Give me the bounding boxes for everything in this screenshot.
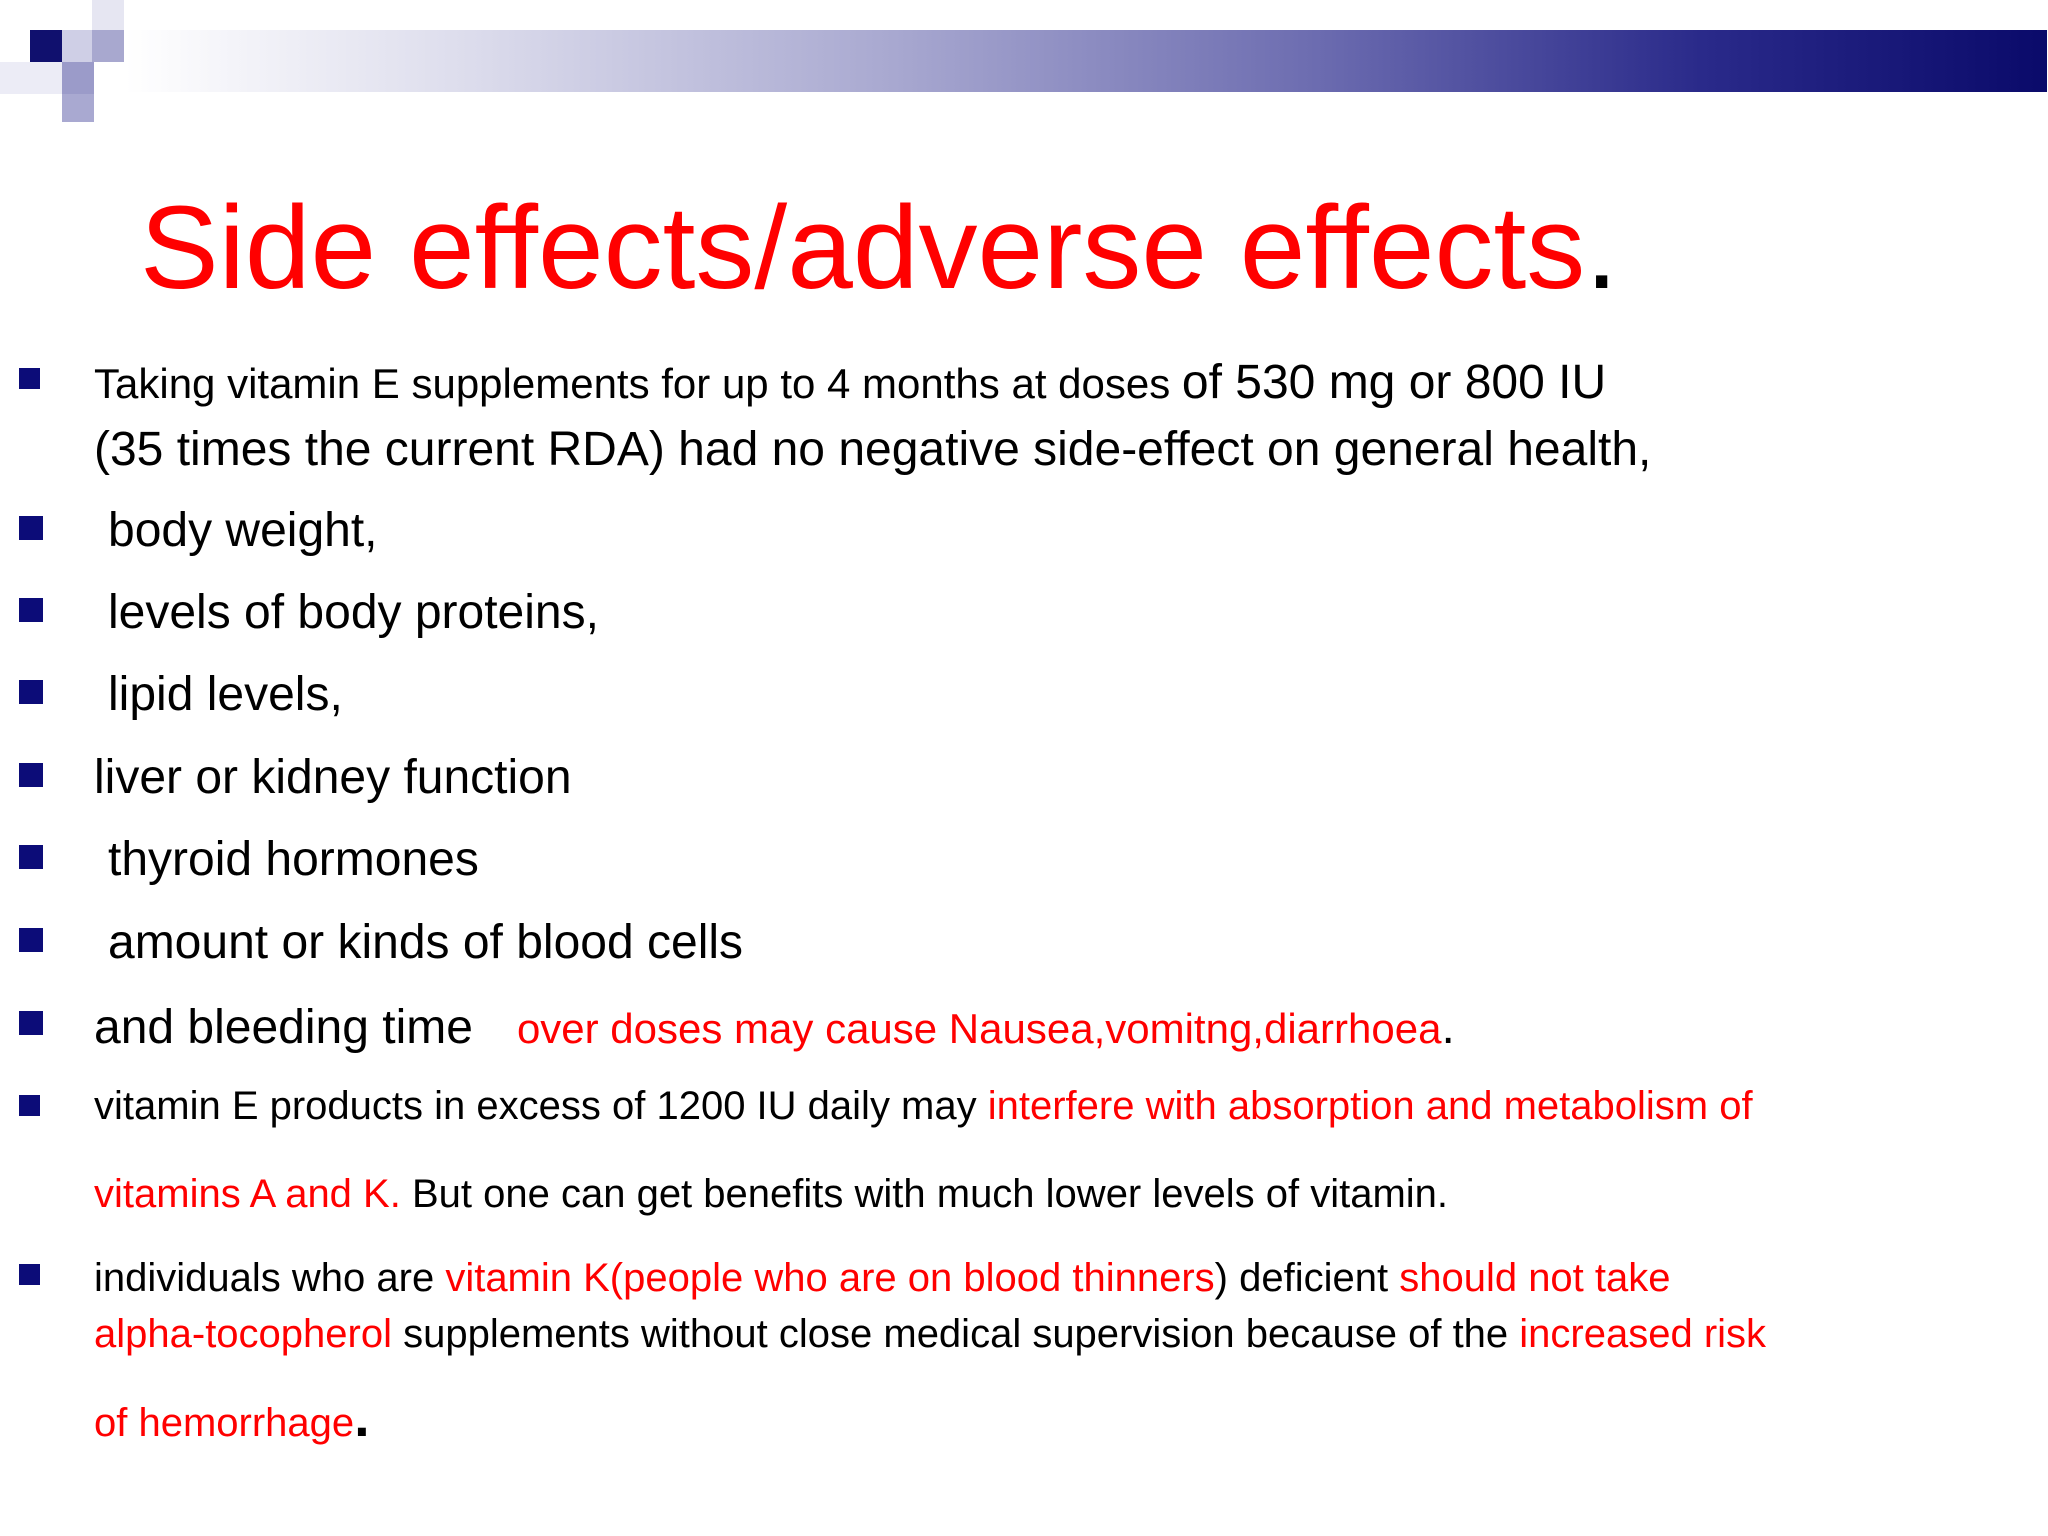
list-item [94,498,2014,564]
slide-title-period: . [1585,182,1619,314]
square-bullet-icon [19,763,43,787]
square-bullet-icon [19,368,40,389]
list-item-text: levels of body proteins, [108,586,599,639]
square-bullet-icon [19,1095,40,1116]
list-item [94,827,2014,893]
list-item [94,350,2014,483]
slide-title-text: Side effects/adverse effects [140,182,1586,314]
list-item-text: and bleeding time over doses may cause Nausea,vomitng,diarrhoea. [94,1001,1455,1054]
list-item-text: body weight, [108,504,378,557]
list-item [94,910,2014,976]
square-bullet-icon [19,516,43,540]
list-item [94,580,2014,646]
list-item-text: of hemorrhage. [94,1385,370,1448]
square-bullet-icon [19,1011,43,1035]
square-bullet-icon [19,1264,40,1285]
list-item [94,662,2014,728]
list-item-text: vitamins A and K. But one can get benefits with much lower levels of vitamin. [94,1172,1449,1216]
list-item-text: vitamin E products in excess of 1200 IU daily may interfere with absorption and metabolism of [94,1084,1753,1128]
list-item-text: lipid levels, [108,668,343,721]
list-item-text: liver or kidney function [94,751,572,804]
square-bullet-icon [19,845,43,869]
list-item-text: alpha-tocopherol supplements without close medical supervision because of the increased risk [94,1312,1767,1356]
list-item-text: (35 times the current RDA) had no negative side-effect on general health, [94,423,1652,476]
list-item-text: amount or kinds of blood cells [108,916,744,969]
list-item-text: Taking vitamin E supplements for up to 4 months at doses of 530 mg or 800 IU [94,356,1607,409]
list-item [94,1073,2014,1227]
list-item [94,745,2014,811]
list-item [94,995,2014,1062]
square-bullet-icon [19,928,43,952]
square-bullet-icon [19,680,43,704]
list-item-text: individuals who are vitamin K(people who are on blood thinners) deficient should not take [94,1256,1671,1300]
square-bullet-icon [19,598,43,622]
list-item-text: thyroid hormones [108,833,479,886]
list-item [94,1250,2014,1456]
